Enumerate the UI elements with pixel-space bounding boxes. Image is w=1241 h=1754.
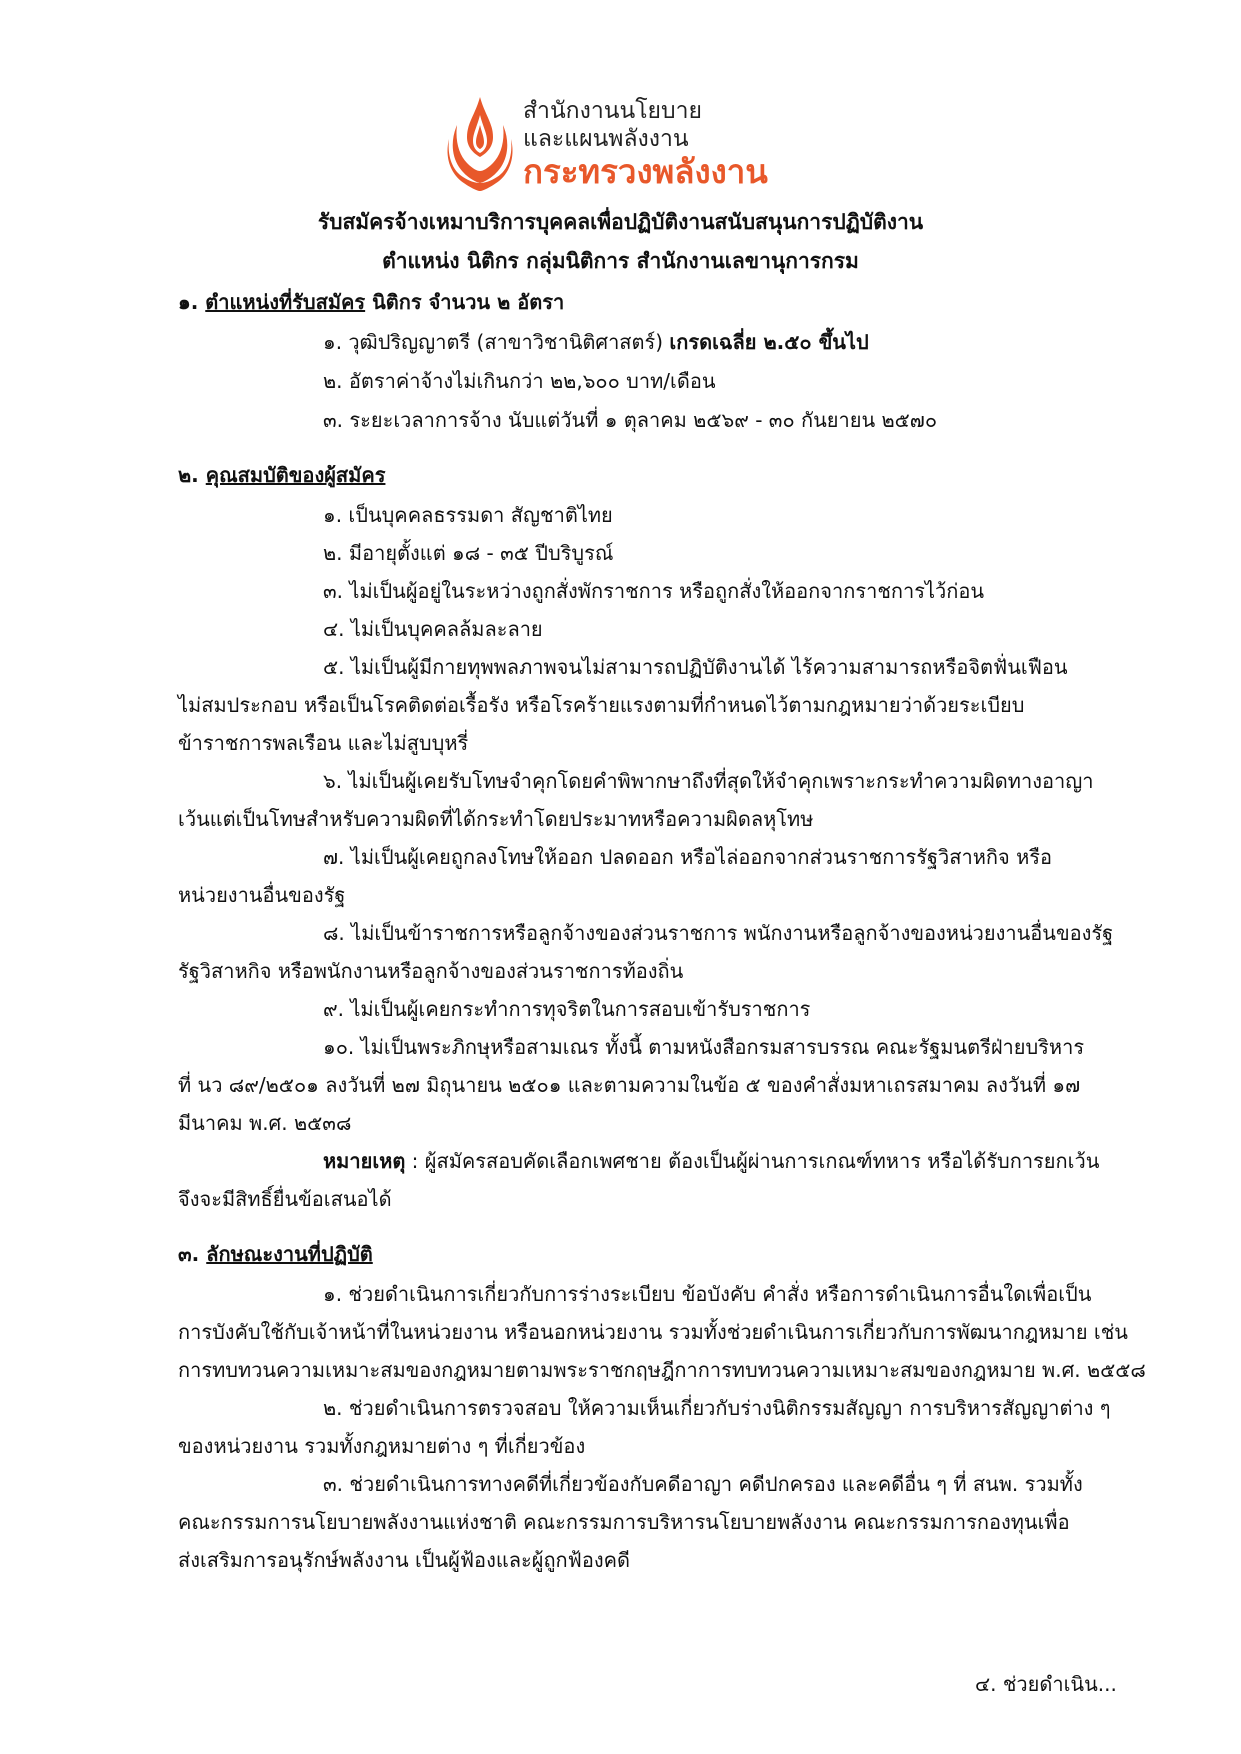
section2-line-5: ๕. ไม่เป็นผู้มีกายทุพพลภาพจนไม่สามารถปฏิบัติงานได้ ไร้ความสามารถหรือจิตฟั่นเฟือน xyxy=(323,655,1068,679)
section3-line-8: ส่งเสริมการอนุรักษ์พลังงาน เป็นผู้ฟ้องและผู้ถูกฟ้องคดี xyxy=(178,1548,630,1572)
section3-line-6: ๓. ช่วยดำเนินการทางคดีที่เกี่ยวข้องกับคดีอาญา คดีปกครอง และคดีอื่น ๆ ที่ สนพ. รวมทั้ง xyxy=(323,1472,1083,1496)
logo-line2: และแผนพลังงาน xyxy=(523,126,689,152)
section3-line-5: ของหน่วยงาน รวมทั้งกฎหมายต่าง ๆ ที่เกี่ยวข้อง xyxy=(178,1434,586,1458)
section3-line-4: ๒. ช่วยดำเนินการตรวจสอบ ให้ความเห็นเกี่ยวกับร่างนิติกรรมสัญญา การบริหารสัญญาต่าง ๆ xyxy=(323,1396,1111,1420)
section2-line-6: ไม่สมประกอบ หรือเป็นโรคติดต่อเรื้อรัง หรือโรคร้ายแรงตามที่กำหนดไว้ตามกฎหมายว่าด้วยระเบียบ xyxy=(178,693,1025,717)
section1-item-1-text: ๑. วุฒิปริญญาตรี (สาขาวิชานิติศาสตร์) xyxy=(323,330,670,354)
section2-line-2: ๒. มีอายุตั้งแต่ ๑๘ - ๓๕ ปีบริบูรณ์ xyxy=(323,541,614,565)
section3-line-7: คณะกรรมการนโยบายพลังงานแห่งชาติ คณะกรรมการบริหารนโยบายพลังงาน คณะกรรมการกองทุนเพื่อ xyxy=(178,1510,1070,1534)
section2-line-10: ๗. ไม่เป็นผู้เคยถูกลงโทษให้ออก ปลดออก หรือไล่ออกจากส่วนราชการรัฐวิสาหกิจ หรือ xyxy=(323,845,1053,869)
page-continuation: ๔. ช่วยดำเนิน... xyxy=(975,1672,1117,1696)
flame-icon xyxy=(445,95,515,195)
section1-heading-rest: นิติกร จำนวน ๒ อัตรา xyxy=(365,290,565,314)
section2-line-7: ข้าราชการพลเรือน และไม่สูบบุหรี่ xyxy=(178,731,469,755)
section2-line-3: ๓. ไม่เป็นผู้อยู่ในระหว่างถูกสั่งพักราชการ หรือถูกสั่งให้ออกจากราชการไว้ก่อน xyxy=(323,579,985,603)
section3-line-1: ๑. ช่วยดำเนินการเกี่ยวกับการร่างระเบียบ ข้อบังคับ คำสั่ง หรือการดำเนินการอื่นใดเพื่อเป็น xyxy=(323,1282,1092,1306)
section1-num: ๑. xyxy=(178,290,199,314)
section3-num: ๓. xyxy=(178,1242,200,1266)
document-subtitle: ตำแหน่ง นิติกร กลุ่มนิติการ สำนักงานเลขานุการกรม xyxy=(382,249,859,273)
note-label: หมายเหตุ xyxy=(323,1149,406,1173)
section3-line-3: การทบทวนความเหมาะสมของกฎหมายตามพระราชกฤษฎีกาการทบทวนความเหมาะสมของกฎหมาย พ.ศ. ๒๕๕๘ xyxy=(178,1358,1146,1382)
section2-num: ๒. xyxy=(178,463,199,487)
logo-line3: กระทรวงพลังงาน xyxy=(523,152,768,191)
section2-note xyxy=(323,1148,1099,1174)
section2-line-17: มีนาคม พ.ศ. ๒๕๓๘ xyxy=(178,1111,352,1135)
section2-line-8: ๖. ไม่เป็นผู้เคยรับโทษจำคุกโดยคำพิพากษาถึงที่สุดให้จำคุกเพราะกระทำความผิดทางอาญา xyxy=(323,769,1094,793)
section2-line-4: ๔. ไม่เป็นบุคคลล้มละลาย xyxy=(323,617,543,641)
section2-line-13: รัฐวิสาหกิจ หรือพนักงานหรือลูกจ้างของส่วนราชการท้องถิ่น xyxy=(178,959,684,983)
section2-line-12: ๘. ไม่เป็นข้าราชการหรือลูกจ้างของส่วนราชการ พนักงานหรือลูกจ้างของหน่วยงานอื่นของรัฐ xyxy=(323,921,1114,945)
section2-line-9: เว้นแต่เป็นโทษสำหรับความผิดที่ได้กระทำโดยประมาทหรือความผิดลหุโทษ xyxy=(178,807,814,831)
section1-heading xyxy=(178,289,564,315)
section2-line-14: ๙. ไม่เป็นผู้เคยกระทำการทุจริตในการสอบเข้ารับราชการ xyxy=(323,997,811,1021)
section2-line-11: หน่วยงานอื่นของรัฐ xyxy=(178,883,346,907)
section1-heading-text: ตำแหน่งที่รับสมัคร xyxy=(205,290,366,314)
logo-line1: สำนักงานนโยบาย xyxy=(523,98,703,124)
ministry-logo xyxy=(445,95,865,195)
section2-note-cont: จึงจะมีสิทธิ์ยื่นข้อเสนอได้ xyxy=(178,1187,392,1211)
section1-item-1-bold: เกรดเฉลี่ย ๒.๕๐ ขึ้นไป xyxy=(669,330,869,354)
section1-item-1 xyxy=(323,329,869,355)
section3-heading-text: ลักษณะงานที่ปฏิบัติ xyxy=(206,1242,373,1266)
section3-line-2: การบังคับใช้กับเจ้าหน้าที่ในหน่วยงาน หรือนอกหน่วยงาน รวมทั้งช่วยดำเนินการเกี่ยวกับการพัฒนากฎหมาย เช่น xyxy=(178,1320,1128,1344)
document-title: รับสมัครจ้างเหมาบริการบุคคลเพื่อปฏิบัติงานสนับสนุนการปฏิบัติงาน xyxy=(317,210,924,234)
section2-heading xyxy=(178,462,385,488)
section2-line-1: ๑. เป็นบุคคลธรรมดา สัญชาติไทย xyxy=(323,503,613,527)
section2-line-15: ๑๐. ไม่เป็นพระภิกษุหรือสามเณร ทั้งนี้ ตามหนังสือกรมสารบรรณ คณะรัฐมนตรีฝ่ายบริหาร xyxy=(323,1035,1085,1059)
section1-item-2: ๒. อัตราค่าจ้างไม่เกินกว่า ๒๒,๖๐๐ บาท/เดือน xyxy=(323,369,716,393)
note-text: : ผู้สมัครสอบคัดเลือกเพศชาย ต้องเป็นผู้ผ่านการเกณฑ์ทหาร หรือได้รับการยกเว้น xyxy=(405,1149,1100,1173)
section2-line-16: ที่ นว ๘๙/๒๕๐๑ ลงวันที่ ๒๗ มิถุนายน ๒๕๐๑ และตามความในข้อ ๕ ของคำสั่งมหาเถรสมาคม ลงวันที่ ๑๗ xyxy=(178,1073,1081,1097)
section3-heading xyxy=(178,1241,373,1267)
section1-item-3: ๓. ระยะเวลาการจ้าง นับแต่วันที่ ๑ ตุลาคม ๒๕๖๙ - ๓๐ กันยายน ๒๕๗๐ xyxy=(323,408,938,432)
section2-heading-text: คุณสมบัติของผู้สมัคร xyxy=(205,463,386,487)
